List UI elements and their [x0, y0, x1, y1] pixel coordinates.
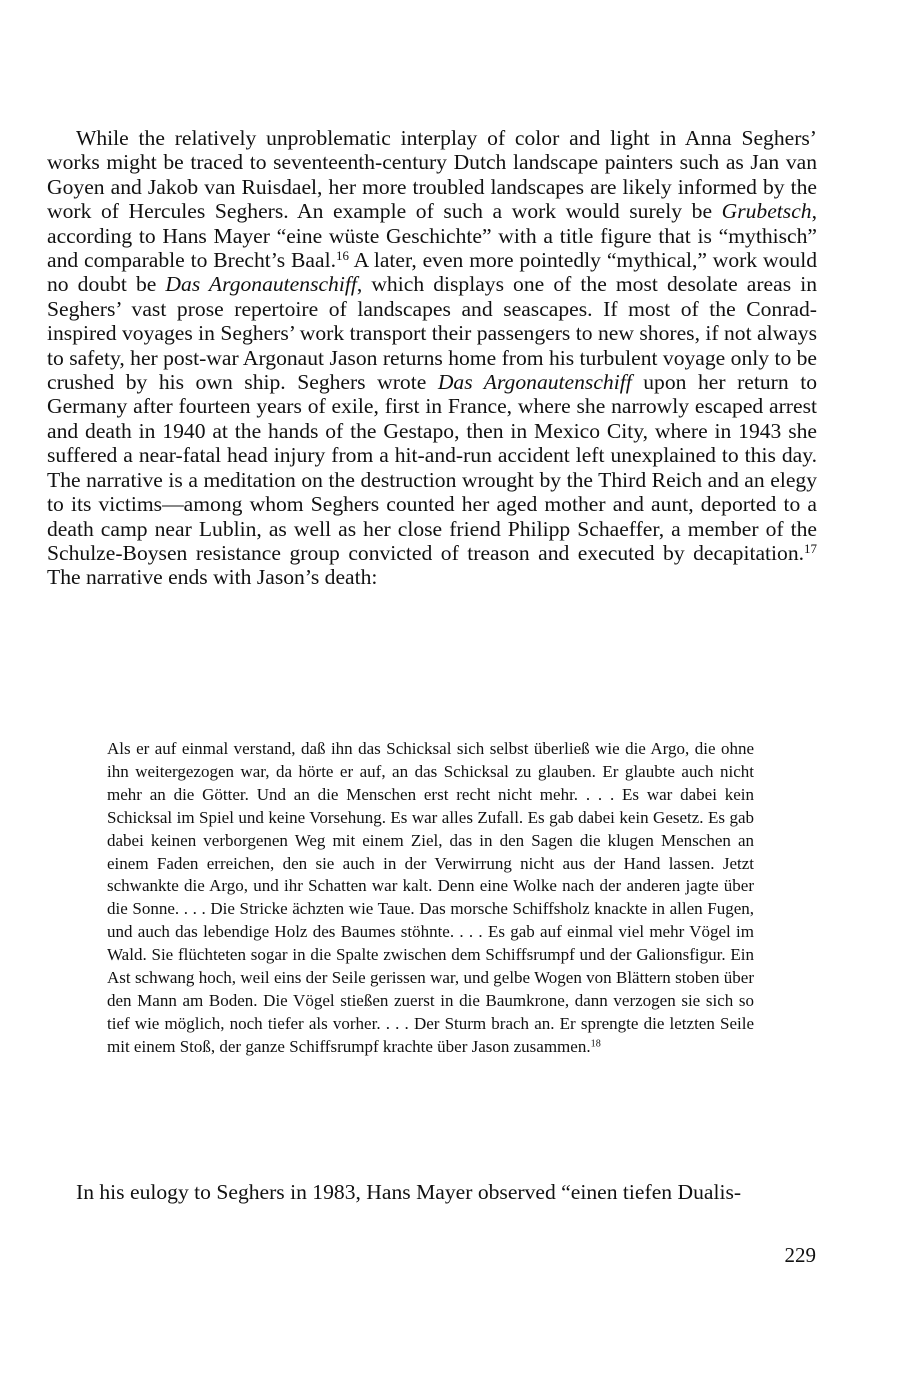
body-paragraph-continued: In his eulogy to Seghers in 1983, Hans Mayer observed “einen tiefen Dualis- — [76, 1180, 742, 1204]
block-quote — [107, 738, 754, 1059]
body-paragraph — [47, 126, 817, 590]
work-title-grubetsch: Grubetsch — [721, 199, 812, 224]
footnote-marker-18: 18 — [590, 1038, 601, 1050]
work-title-argonautenschiff: Das Argonautenschiff — [165, 272, 357, 297]
footnote-marker-16: 16 — [336, 247, 349, 263]
quote-text: Als er auf einmal verstand, daß ihn das Schicksal sich selbst überließ wie die Argo, die ohne ihn weitergezogen war, da hörte er auf, an das Schicksal zu glauben. Er glaubte auch nicht mehr an die Götter. Und an die Menschen erst recht nicht mehr. . . . Es war dabei kein Schicksal im Spiel und keine Vorsehung. Es war alles Zufall. Es gab dabei kein Gesetz. Es gab dabei keinen verborgenen Weg mit einem Ziel, das in den Sagen die klugen Menschen an einem Faden erreichen, den sie auch in der Verwirrung nicht aus der Hand lassen. Jetzt schwankte die Argo, und ihr Schatten war kalt. Denn eine Wolke nach der anderen jagte über die Sonne. . . . Die Stricke ächzten wie Taue. Das morsche Schiffsholz knackte in allen Fugen, und auch das lebendige Holz des Baumes stöhnte. . . . Es gab auf einmal viel mehr Vögel im Wald. Sie flüchteten sogar in die Spalte zwischen dem Schiffsrumpf und der Galionsfigur. Ein Ast schwang hoch, weil eins der Seile gerissen war, und gelbe Wogen von Blättern stoben über den Mann am Boden. Die Vögel stießen zuerst in die Baumkrone, dann verzogen sie sich so tief wie möglich, noch tiefer als vorher. . . . Der Sturm brach an. Er sprengte die letzten Seile mit einem Stoß, der ganze Schiffsrumpf krachte über Jason zusammen. — [107, 739, 754, 1056]
footnote-marker-17: 17 — [804, 540, 817, 556]
paragraph-text: While the relatively unproblematic interplay of color and light in Anna Seghers’ works might be traced to seventeenth-century Dutch landscape painters such as Jan van Goyen and Jakob van Ruisdael, her more troubled landscapes are likely informed by the work of Hercules Seghers. An example of such a work would surely be — [47, 126, 817, 224]
page-number: 229 — [784, 1243, 816, 1267]
paragraph-text: The narrative ends with Jason’s death: — [47, 565, 378, 590]
paragraph-text: upon her return to Germany after fourteen years of exile, first in France, where she narrowly escaped arrest and death in 1940 at the hands of the Gestapo, then in Mexico City, where in 1943 she suffered a near-fatal head injury from a hit-and-run accident left unexplained to this day. The narrative is a meditation on the destruction wrought by the Third Reich and an elegy to its victims—among whom Seghers counted her aged mother and aunt, deported to a death camp near Lublin, as well as her close friend Philipp Schaeffer, a member of the Schulze-Boysen resistance group convicted of treason and executed by decapitation. — [47, 370, 817, 565]
paragraph-text: , according to Hans Mayer “eine wüste Geschichte” with a title figure that is “mythisch” and comparable to Brecht’s Baal. — [47, 199, 817, 273]
work-title-argonautenschiff: Das Argonautenschiff — [437, 370, 632, 395]
paragraph-text: A later, even more pointedly “mythical,” work would no doubt be — [47, 248, 817, 297]
paragraph-text: , which displays one of the most desolate areas in Seghers’ vast prose repertoire of landscapes and seascapes. If most of the Conrad-inspired voyages in Seghers’ work transport their passengers to new shores, if not always to safety, her post-war Argonaut Jason returns home from his turbulent voyage only to be crushed by his own ship. Seghers wrote — [47, 272, 818, 395]
